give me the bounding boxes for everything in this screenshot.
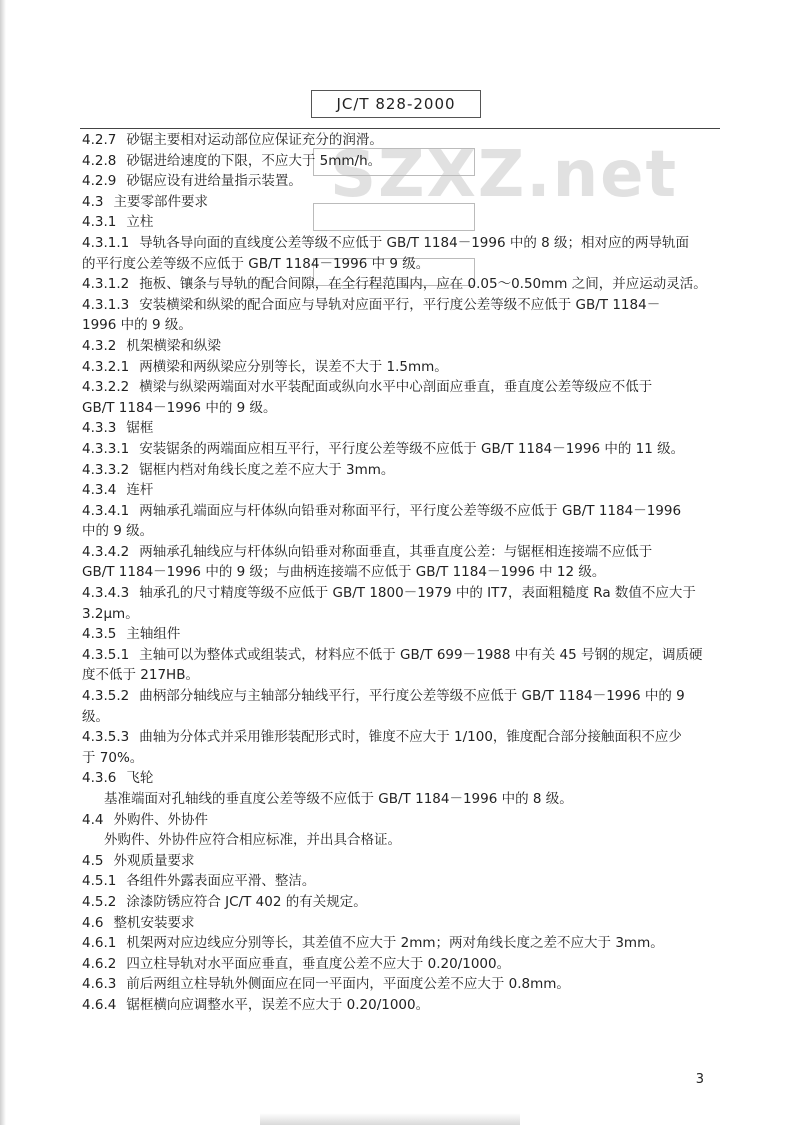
clause-text: 曲轴为分体式并采用锥形装配形式时，锥度不应大于 1/100，锥度配合部分接触面积不应少 xyxy=(139,729,682,746)
clause-text: 机架两对应边线应分别等长，其差值不应大于 2mm；两对角线长度之差不应大于 3mm。 xyxy=(126,935,664,952)
text-line xyxy=(82,295,724,316)
clause-text: 各组件外露表面应平滑、整洁。 xyxy=(126,873,316,890)
clause-text: 立柱 xyxy=(126,214,154,231)
clause-text: 主轴组件 xyxy=(126,626,181,643)
clause-number: 4.3.1.2 xyxy=(82,276,130,293)
scan-edge xyxy=(0,0,6,1125)
clause-number: 4.3 xyxy=(82,193,104,210)
text-line xyxy=(82,871,724,892)
clause-text: 主轴可以为整体式或组装式，材料应不低于 GB/T 699－1988 中有关 45 号钢的规定，调质硬 xyxy=(139,646,703,663)
clause-text: 锯框 xyxy=(126,420,154,437)
clause-number: 4.2.7 xyxy=(82,132,117,148)
clause-text: 安装锯条的两端面应相互平行，平行度公差等级不应低于 GB/T 1184－1996 中的 11 级。 xyxy=(139,440,685,457)
clause-number: 4.3.3.1 xyxy=(82,440,130,457)
clause-number: 4.3.4.1 xyxy=(82,502,130,519)
text-line xyxy=(82,521,724,542)
clause-text: 度不低于 217HB。 xyxy=(82,667,199,684)
watermark: SZXZ.net xyxy=(330,138,679,212)
clause-number: 4.6 xyxy=(82,914,104,931)
clause-text: 锯框横向应调整水平，误差不应大于 0.20/1000。 xyxy=(126,996,430,1013)
clause-number: 4.3.2 xyxy=(82,337,117,354)
clause-number: 4.3.5.2 xyxy=(82,688,130,705)
clause-text: 两横梁和两纵梁应分别等长，误差不大于 1.5mm。 xyxy=(139,358,448,375)
clause-number: 4.3.1 xyxy=(82,214,117,231)
text-line xyxy=(82,954,724,975)
text-line xyxy=(82,315,724,336)
text-line xyxy=(82,130,724,151)
text-line xyxy=(82,707,724,728)
clause-number: 4.3.5 xyxy=(82,626,117,643)
clause-text: 1996 中的 9 级。 xyxy=(82,317,192,334)
clause-number: 4.3.1.1 xyxy=(82,234,130,251)
clause-text: 整机安装要求 xyxy=(113,914,195,931)
clause-text: 两轴承孔端面应与杆体纵向铅垂对称面平行，平行度公差等级不应低于 GB/T 1184－1996 xyxy=(139,502,682,519)
clause-number: 4.3.2.1 xyxy=(82,358,130,375)
clause-number: 4.6.1 xyxy=(82,935,117,952)
text-line xyxy=(82,624,724,645)
clause-text: 导轨各导向面的直线度公差等级不应低于 GB/T 1184－1996 中的 8 级；相对应的两导轨面 xyxy=(139,234,690,251)
text-line xyxy=(82,851,724,872)
text-line xyxy=(82,480,724,501)
text-line xyxy=(82,933,724,954)
clause-number: 4.3.5.1 xyxy=(82,646,130,663)
clause-text: 飞轮 xyxy=(126,770,154,787)
clause-number: 4.6.3 xyxy=(82,976,117,993)
text-line xyxy=(82,562,724,583)
clause-text: 的平行度公差等级不应低于 GB/T 1184－1996 中 9 级。 xyxy=(82,255,430,272)
clause-number: 4.2.8 xyxy=(82,152,117,169)
clause-number: 4.6.2 xyxy=(82,955,117,972)
clause-text: 两轴承孔轴线应与杆体纵向铅垂对称面垂直，其垂直度公差：与锯框相连接端不应低于 xyxy=(139,543,653,560)
text-line xyxy=(82,995,724,1016)
clause-text: 拖板、镶条与导轨的配合间隙，在全行程范围内，应在 0.05～0.50mm 之间，并应运动灵活。 xyxy=(139,276,707,293)
clause-text: GB/T 1184－1996 中的 9 级。 xyxy=(82,399,277,416)
text-line xyxy=(82,913,724,934)
clause-text: 横梁与纵梁两端面对水平装配面或纵向水平中心剖面应垂直，垂直度公差等级应不低于 xyxy=(139,379,653,396)
text-line xyxy=(82,830,724,851)
clause-text: 砂锯进给速度的下限，不应大于 5mm/h。 xyxy=(126,152,382,169)
clause-text: 机架横梁和纵梁 xyxy=(126,337,221,354)
text-line xyxy=(82,748,724,769)
text-line xyxy=(82,398,724,419)
clause-text: 外购件、外协件 xyxy=(113,811,208,828)
clause-text: 连杆 xyxy=(126,482,154,499)
clause-number: 4.3.4.3 xyxy=(82,585,130,602)
text-line xyxy=(82,418,724,439)
document-code: JC/T 828-2000 xyxy=(336,95,456,113)
clause-number: 4.5.2 xyxy=(82,893,117,910)
text-line xyxy=(82,686,724,707)
text-line xyxy=(82,357,724,378)
scan-bottom-edge xyxy=(260,1113,520,1125)
clause-text: 主要零部件要求 xyxy=(113,193,208,210)
text-line xyxy=(82,212,724,233)
clause-text: 轴承孔的尺寸精度等级不应低于 GB/T 1800－1979 中的 IT7，表面粗糙度 Ra 数值不应大于 xyxy=(139,585,696,602)
clause-text: 曲柄部分轴线应与主轴部分轴线平行，平行度公差等级不应低于 GB/T 1184－1996 中的 9 xyxy=(139,688,685,705)
clause-number: 4.5 xyxy=(82,852,104,869)
clause-number: 4.3.3.2 xyxy=(82,461,130,478)
clause-text: 外观质量要求 xyxy=(113,852,195,869)
clause-number: 4.5.1 xyxy=(82,873,117,890)
clause-text: GB/T 1184－1996 中的 9 级；与曲柄连接端不应低于 GB/T 1184－1996 中 12 级。 xyxy=(82,564,606,581)
page-number: 3 xyxy=(695,1072,704,1087)
text-line xyxy=(82,645,724,666)
clause-number: 4.3.6 xyxy=(82,770,117,787)
text-line xyxy=(82,665,724,686)
clause-text: 涂漆防锈应符合 JC/T 402 的有关规定。 xyxy=(126,893,367,910)
clause-text: 锯框内档对角线长度之差不应大于 3mm。 xyxy=(139,461,395,478)
text-line xyxy=(82,768,724,789)
text-line xyxy=(82,460,724,481)
clause-text: 安装横梁和纵梁的配合面应与导轨对应面平行，平行度公差等级不应低于 GB/T 1184－ xyxy=(139,296,661,313)
text-line xyxy=(82,727,724,748)
clause-number: 4.3.2.2 xyxy=(82,379,130,396)
text-line xyxy=(82,192,724,213)
clause-text: 基准端面对孔轴线的垂直度公差等级不应低于 GB/T 1184－1996 中的 8 级。 xyxy=(104,791,573,807)
clause-number: 4.3.5.3 xyxy=(82,729,130,746)
text-line xyxy=(82,974,724,995)
clause-number: 4.3.4 xyxy=(82,482,117,499)
text-line xyxy=(82,583,724,604)
text-line xyxy=(82,439,724,460)
text-line xyxy=(82,789,724,810)
text-line xyxy=(82,151,724,172)
text-line xyxy=(82,810,724,831)
clause-number: 4.4 xyxy=(82,811,104,828)
clause-text: 砂锯主要相对运动部位应保证充分的润滑。 xyxy=(126,132,383,148)
clause-text: 中的 9 级。 xyxy=(82,523,154,540)
text-line xyxy=(82,233,724,254)
text-line xyxy=(82,336,724,357)
clause-text: 砂锯应设有进给量指示装置。 xyxy=(126,173,302,190)
text-line xyxy=(82,892,724,913)
text-line xyxy=(82,542,724,563)
clause-text: 级。 xyxy=(82,708,109,725)
header-rule xyxy=(80,128,720,129)
text-line xyxy=(82,254,724,275)
text-line xyxy=(82,274,724,295)
clause-number: 4.2.9 xyxy=(82,173,117,190)
clause-text: 四立柱导轨对水平面应垂直，垂直度公差不应大于 0.20/1000。 xyxy=(126,955,511,972)
clause-text: 3.2μm。 xyxy=(82,605,139,622)
text-line xyxy=(82,171,724,192)
text-line xyxy=(82,501,724,522)
clause-number: 4.3.3 xyxy=(82,420,117,437)
document-body xyxy=(82,130,724,1016)
clause-number: 4.3.1.3 xyxy=(82,296,130,313)
document-code-header xyxy=(311,90,481,118)
clause-number: 4.6.4 xyxy=(82,996,117,1013)
text-line xyxy=(82,377,724,398)
clause-text: 于 70%。 xyxy=(82,749,144,766)
clause-number: 4.3.4.2 xyxy=(82,543,130,560)
clause-text: 外购件、外协件应符合相应标准，并出具合格证。 xyxy=(104,832,401,849)
clause-text: 前后两组立柱导轨外侧面应在同一平面内，平面度公差不应大于 0.8mm。 xyxy=(126,976,570,993)
text-line xyxy=(82,604,724,625)
